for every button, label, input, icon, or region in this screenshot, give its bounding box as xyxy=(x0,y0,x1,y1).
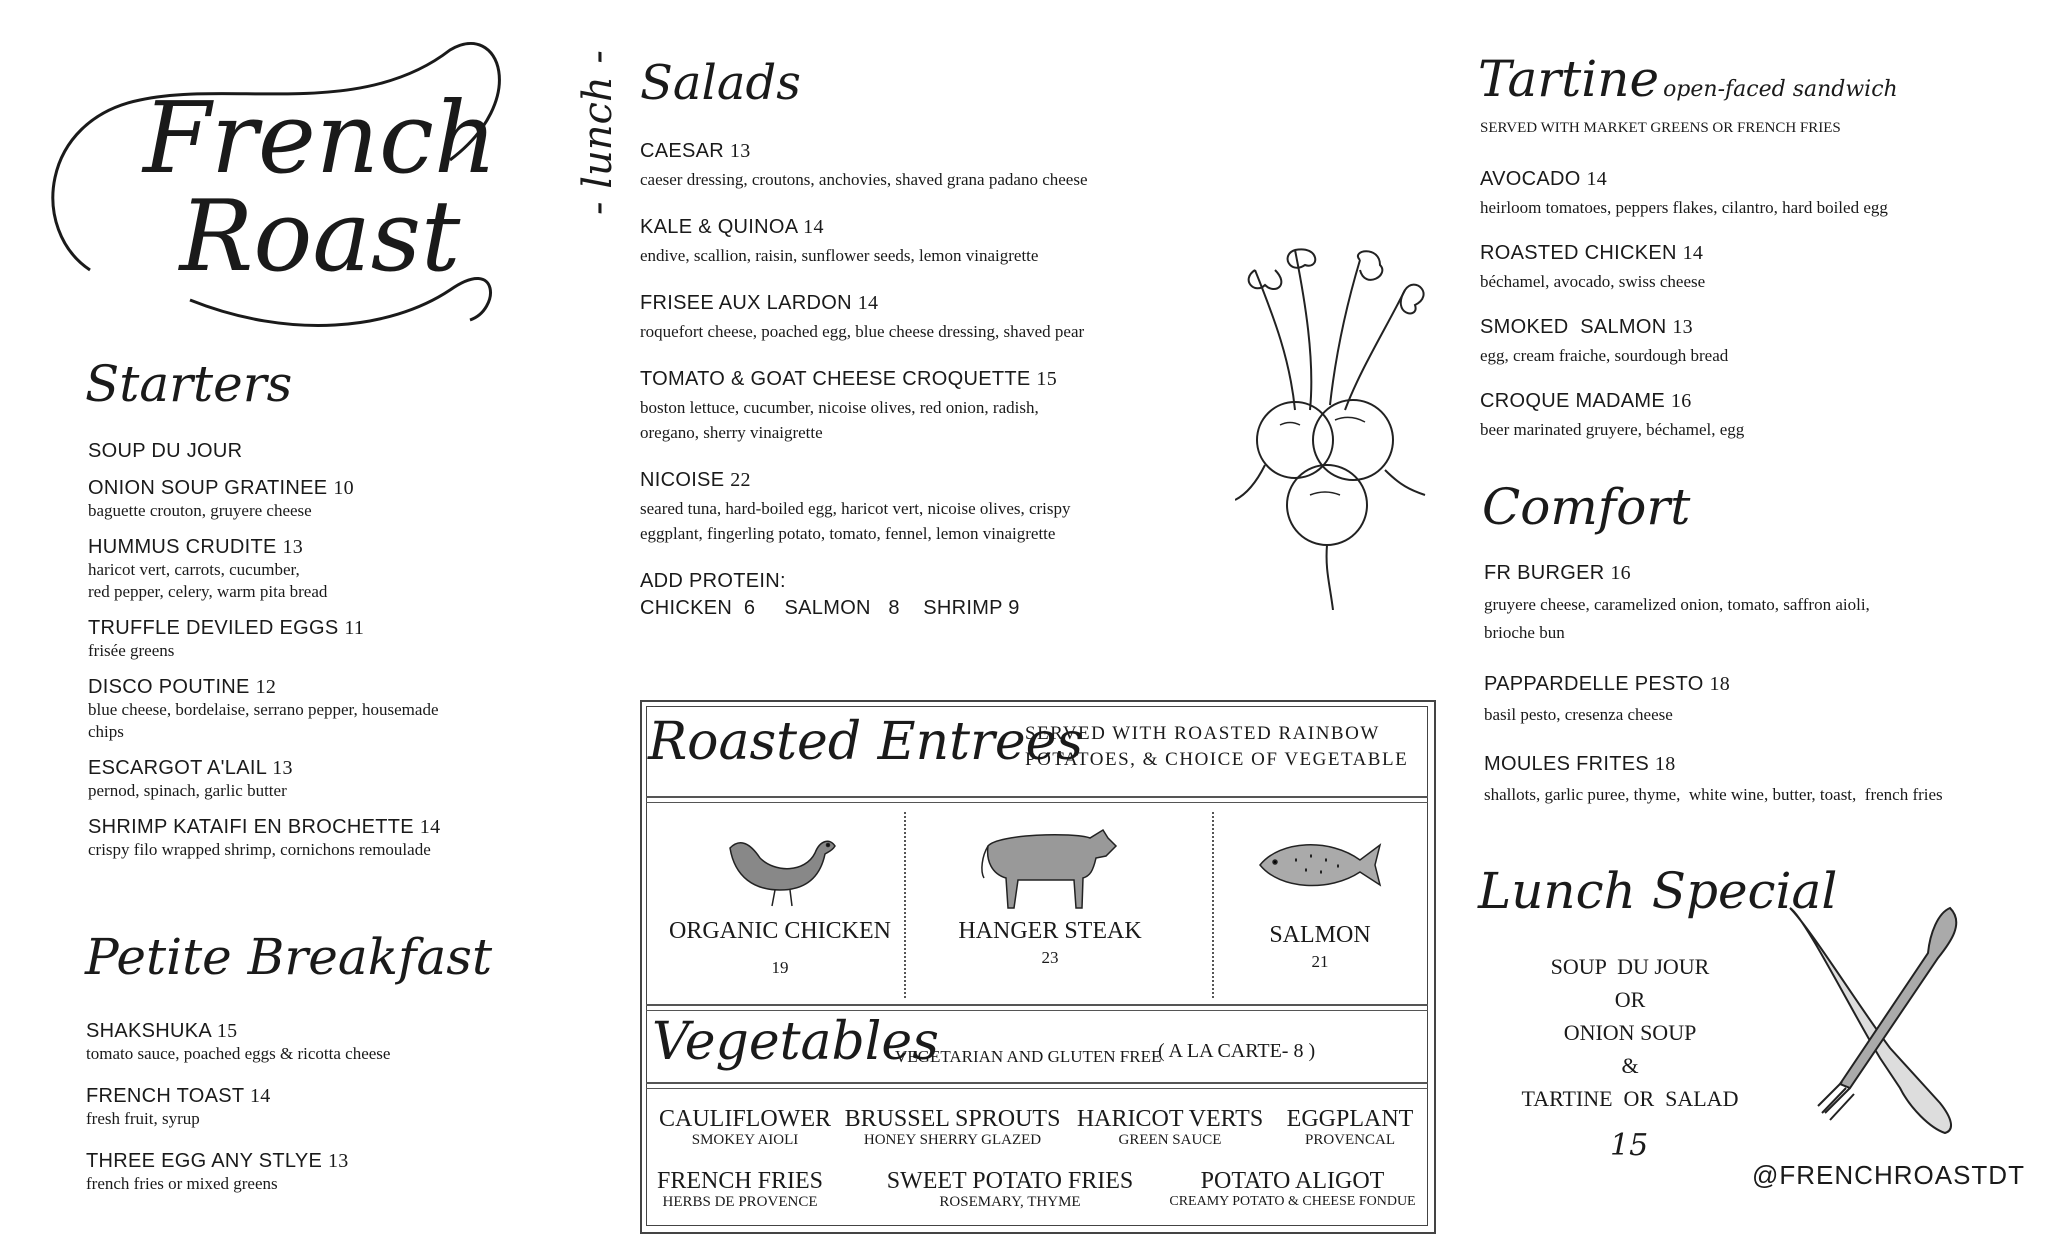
tartine-heading: Tartine xyxy=(1478,50,1660,108)
item-name: THREE EGG ANY STLYE xyxy=(86,1150,323,1172)
item-desc: endive, scallion, raisin, sunflower seeds, lemon vinaigrette xyxy=(640,246,1039,265)
divider xyxy=(646,796,1428,798)
entree-name: SALMON xyxy=(1269,922,1371,948)
menu-item xyxy=(640,292,1220,344)
veg-name: EGGPLANT xyxy=(1286,1106,1414,1132)
salads-list xyxy=(640,140,1220,620)
veg-sub: GREEN SAUCE xyxy=(1118,1132,1222,1148)
item-price: 18 xyxy=(1709,673,1731,695)
veg-item xyxy=(1160,1168,1425,1210)
veg-item xyxy=(840,1106,1065,1149)
item-price: 12 xyxy=(255,676,277,698)
item-desc: béchamel, avocado, swiss cheese xyxy=(1480,272,1706,291)
salads-heading: Salads xyxy=(640,55,801,111)
veg-item xyxy=(650,1106,840,1149)
item-name: SHRIMP KATAIFI EN BROCHETTE xyxy=(88,816,414,838)
menu-item xyxy=(88,676,558,743)
tartine-list xyxy=(1480,168,2020,456)
item-price: 18 xyxy=(1654,753,1676,775)
logo xyxy=(30,40,590,340)
item-desc-line2: eggplant, fingerling potato, tomato, fennel, lemon vinaigrette xyxy=(640,524,1056,543)
veg-name: HARICOT VERTS xyxy=(1076,1106,1264,1132)
item-name: DISCO POUTINE xyxy=(88,676,250,698)
instagram-handle[interactable]: @FRENCHROASTDT xyxy=(1752,1160,2025,1190)
menu-item xyxy=(640,368,1220,445)
item-desc: gruyere cheese, caramelized onion, tomato, saffron aioli, xyxy=(1484,595,1870,614)
veg-item xyxy=(1275,1106,1425,1149)
menu-item xyxy=(88,536,558,603)
veg-name: FRENCH FRIES xyxy=(656,1168,824,1194)
item-desc: heirloom tomatoes, peppers flakes, cilantro, hard boiled egg xyxy=(1480,198,1888,217)
item-price: 15 xyxy=(216,1020,238,1042)
item-desc: seared tuna, hard-boiled egg, haricot vert, nicoise olives, crispy xyxy=(640,499,1071,518)
item-price: 10 xyxy=(333,477,354,499)
divider xyxy=(646,1088,1428,1089)
item-name: HUMMUS CRUDITE xyxy=(88,536,277,558)
item-name: SMOKED SALMON xyxy=(1480,316,1667,338)
veg-sub: HONEY SHERRY GLAZED xyxy=(863,1132,1042,1148)
item-desc: shallots, garlic puree, thyme, white wine, butter, toast, french fries xyxy=(1484,785,1943,804)
item-desc-line2: red pepper, celery, warm pita bread xyxy=(88,582,328,601)
menu-item xyxy=(88,757,558,802)
add-protein-items: CHICKEN 6 SALMON 8 SHRIMP 9 xyxy=(640,597,1020,619)
item-name: CROQUE MADAME xyxy=(1480,390,1666,412)
item-price: 16 xyxy=(1610,562,1631,584)
item-name: KALE & QUINOA xyxy=(640,216,798,238)
item-name: MOULES FRITES xyxy=(1484,753,1650,775)
roasted-note-1: SERVED WITH ROASTED RAINBOW xyxy=(1025,723,1380,744)
item-desc: haricot vert, carrots, cucumber, xyxy=(88,560,300,579)
veg-sub: SMOKEY AIOLI xyxy=(691,1132,799,1148)
item-name: ONION SOUP GRATINEE xyxy=(88,477,328,499)
item-name: NICOISE xyxy=(640,469,725,491)
item-price: 14 xyxy=(1682,242,1704,264)
item-name: FR BURGER xyxy=(1484,562,1605,584)
veg-name: BRUSSEL SPROUTS xyxy=(844,1106,1061,1132)
menu-item xyxy=(640,216,1220,268)
item-name: SOUP DU JOUR xyxy=(88,440,243,462)
item-name: PAPPARDELLE PESTO xyxy=(1484,673,1704,695)
add-protein-label: ADD PROTEIN: xyxy=(640,570,786,592)
item-desc-line2: oregano, sherry vinaigrette xyxy=(640,423,823,442)
item-price: 13 xyxy=(729,140,751,162)
veg-name: CAULIFLOWER xyxy=(659,1106,831,1132)
divider xyxy=(1212,812,1214,998)
tartine-note: SERVED WITH MARKET GREENS OR FRENCH FRIES xyxy=(1480,120,1841,136)
item-desc: caeser dressing, croutons, anchovies, shaved grana padano cheese xyxy=(640,170,1088,189)
item-price: 13 xyxy=(1672,316,1693,338)
special-line: & xyxy=(1621,1053,1639,1078)
special-line: TARTINE OR SALAD xyxy=(1521,1086,1739,1111)
cow-icon xyxy=(978,816,1118,916)
breakfast-list xyxy=(86,1020,566,1209)
vegetables-heading: Vegetables xyxy=(652,1012,939,1072)
special-line: OR xyxy=(1614,987,1646,1012)
entree-name: ORGANIC CHICKEN xyxy=(669,918,891,944)
item-price: 14 xyxy=(249,1085,271,1107)
breakfast-heading: Petite Breakfast xyxy=(85,928,493,986)
item-name: TOMATO & GOAT CHEESE CROQUETTE xyxy=(640,368,1031,390)
item-price: 13 xyxy=(328,1150,349,1172)
fish-icon xyxy=(1255,830,1385,900)
menu-item xyxy=(1480,316,2020,368)
menu-item xyxy=(88,617,558,662)
item-price: 16 xyxy=(1670,390,1692,412)
veg-sub: PROVENCAL xyxy=(1304,1132,1395,1148)
veg-sub: CREAMY POTATO & CHEESE FONDUE xyxy=(1169,1194,1416,1209)
vegetables-note: VEGETARIAN AND GLUTEN FREE xyxy=(895,1047,1162,1066)
item-desc-line2: brioche bun xyxy=(1484,623,1565,642)
vegetables-note-price: ( A LA CARTE- 8 ) xyxy=(1158,1040,1316,1062)
item-price: 15 xyxy=(1036,368,1058,390)
menu-item xyxy=(88,816,558,861)
item-price: 14 xyxy=(803,216,824,238)
divider xyxy=(646,1004,1428,1006)
item-name: SHAKSHUKA xyxy=(86,1020,211,1042)
comfort-list xyxy=(1484,562,2044,821)
item-price: 14 xyxy=(419,816,441,838)
item-desc: roquefort cheese, poached egg, blue cheese dressing, shaved pear xyxy=(640,322,1085,341)
item-desc: blue cheese, bordelaise, serrano pepper, housemade xyxy=(88,700,439,719)
item-price: 14 xyxy=(1586,168,1608,190)
item-name: ESCARGOT A'LAIL xyxy=(88,757,267,779)
item-price: 13 xyxy=(272,757,293,779)
menu-item xyxy=(1480,168,2020,220)
veg-sub: HERBS DE PROVENCE xyxy=(662,1194,818,1210)
divider xyxy=(904,812,906,998)
lunch-special-offer xyxy=(1480,950,1780,1115)
menu-item xyxy=(1484,562,2044,647)
item-price: 11 xyxy=(344,617,365,639)
logo-text: French Roast xyxy=(143,82,497,294)
menu-item xyxy=(86,1085,566,1130)
veg-name: SWEET POTATO FRIES xyxy=(886,1168,1134,1194)
special-line: SOUP DU JOUR xyxy=(1550,954,1710,979)
special-line: ONION SOUP xyxy=(1563,1020,1697,1045)
lunch-special-price: 15 xyxy=(1610,1128,1649,1163)
item-name: FRISEE AUX LARDON xyxy=(640,292,852,314)
menu-item xyxy=(1480,390,2020,442)
menu-item xyxy=(86,1020,566,1065)
menu-item xyxy=(640,469,1220,546)
item-desc: frisée greens xyxy=(88,641,175,660)
starters-list xyxy=(88,440,558,875)
item-desc: pernod, spinach, garlic butter xyxy=(88,781,287,800)
item-desc: basil pesto, cresenza cheese xyxy=(1484,705,1673,724)
item-desc: fresh fruit, syrup xyxy=(86,1109,200,1128)
menu-item xyxy=(88,440,558,463)
roasted-note-2: POTATOES, & CHOICE OF VEGETABLE xyxy=(1025,749,1409,770)
item-desc: baguette crouton, gruyere cheese xyxy=(88,501,312,520)
beets-icon xyxy=(1235,240,1435,610)
tagline-lunch: - lunch - xyxy=(575,50,621,215)
menu-item xyxy=(86,1150,566,1195)
tartine-heading-sub: open-faced sandwich xyxy=(1663,77,1898,102)
menu-item xyxy=(1484,673,2044,727)
item-price: 14 xyxy=(857,292,879,314)
knife-fork-icon xyxy=(1780,898,1960,1148)
item-price: 22 xyxy=(730,469,751,491)
item-desc: crispy filo wrapped shrimp, cornichons remoulade xyxy=(88,840,431,859)
item-name: AVOCADO xyxy=(1480,168,1581,190)
menu-item xyxy=(1484,753,2044,807)
item-desc: beer marinated gruyere, béchamel, egg xyxy=(1480,420,1745,439)
menu-item xyxy=(88,477,558,522)
divider xyxy=(646,1082,1428,1084)
entree-price: 19 xyxy=(771,958,789,977)
chicken-icon xyxy=(720,818,840,908)
item-desc-line2: chips xyxy=(88,722,124,741)
entree-name: HANGER STEAK xyxy=(958,918,1142,944)
tartine-heading-row xyxy=(1478,50,1898,108)
divider xyxy=(646,802,1428,803)
item-name: ROASTED CHICKEN xyxy=(1480,242,1677,264)
roasted-heading: Roasted Entrees xyxy=(648,712,1084,772)
item-desc: french fries or mixed greens xyxy=(86,1174,278,1193)
entree-price: 21 xyxy=(1311,952,1329,971)
item-desc: tomato sauce, poached eggs & ricotta cheese xyxy=(86,1044,391,1063)
divider xyxy=(646,1010,1428,1011)
item-desc: boston lettuce, cucumber, nicoise olives, red onion, radish, xyxy=(640,398,1039,417)
item-price: 13 xyxy=(282,536,304,558)
item-name: FRENCH TOAST xyxy=(86,1085,245,1107)
item-name: TRUFFLE DEVILED EGGS xyxy=(88,617,339,639)
veg-item xyxy=(870,1168,1150,1211)
comfort-heading: Comfort xyxy=(1482,478,1691,536)
lunch-special-heading: Lunch Special xyxy=(1478,862,1838,920)
veg-name: POTATO ALIGOT xyxy=(1200,1168,1385,1194)
veg-item xyxy=(1065,1106,1275,1149)
veg-item xyxy=(650,1168,830,1211)
item-name: CAESAR xyxy=(640,140,725,162)
menu-item xyxy=(1480,242,2020,294)
starters-heading: Starters xyxy=(85,355,293,413)
menu-item xyxy=(640,140,1220,192)
veg-sub: ROSEMARY, THYME xyxy=(939,1194,1081,1210)
entree-price: 23 xyxy=(1041,948,1059,967)
item-desc: egg, cream fraiche, sourdough bread xyxy=(1480,346,1729,365)
